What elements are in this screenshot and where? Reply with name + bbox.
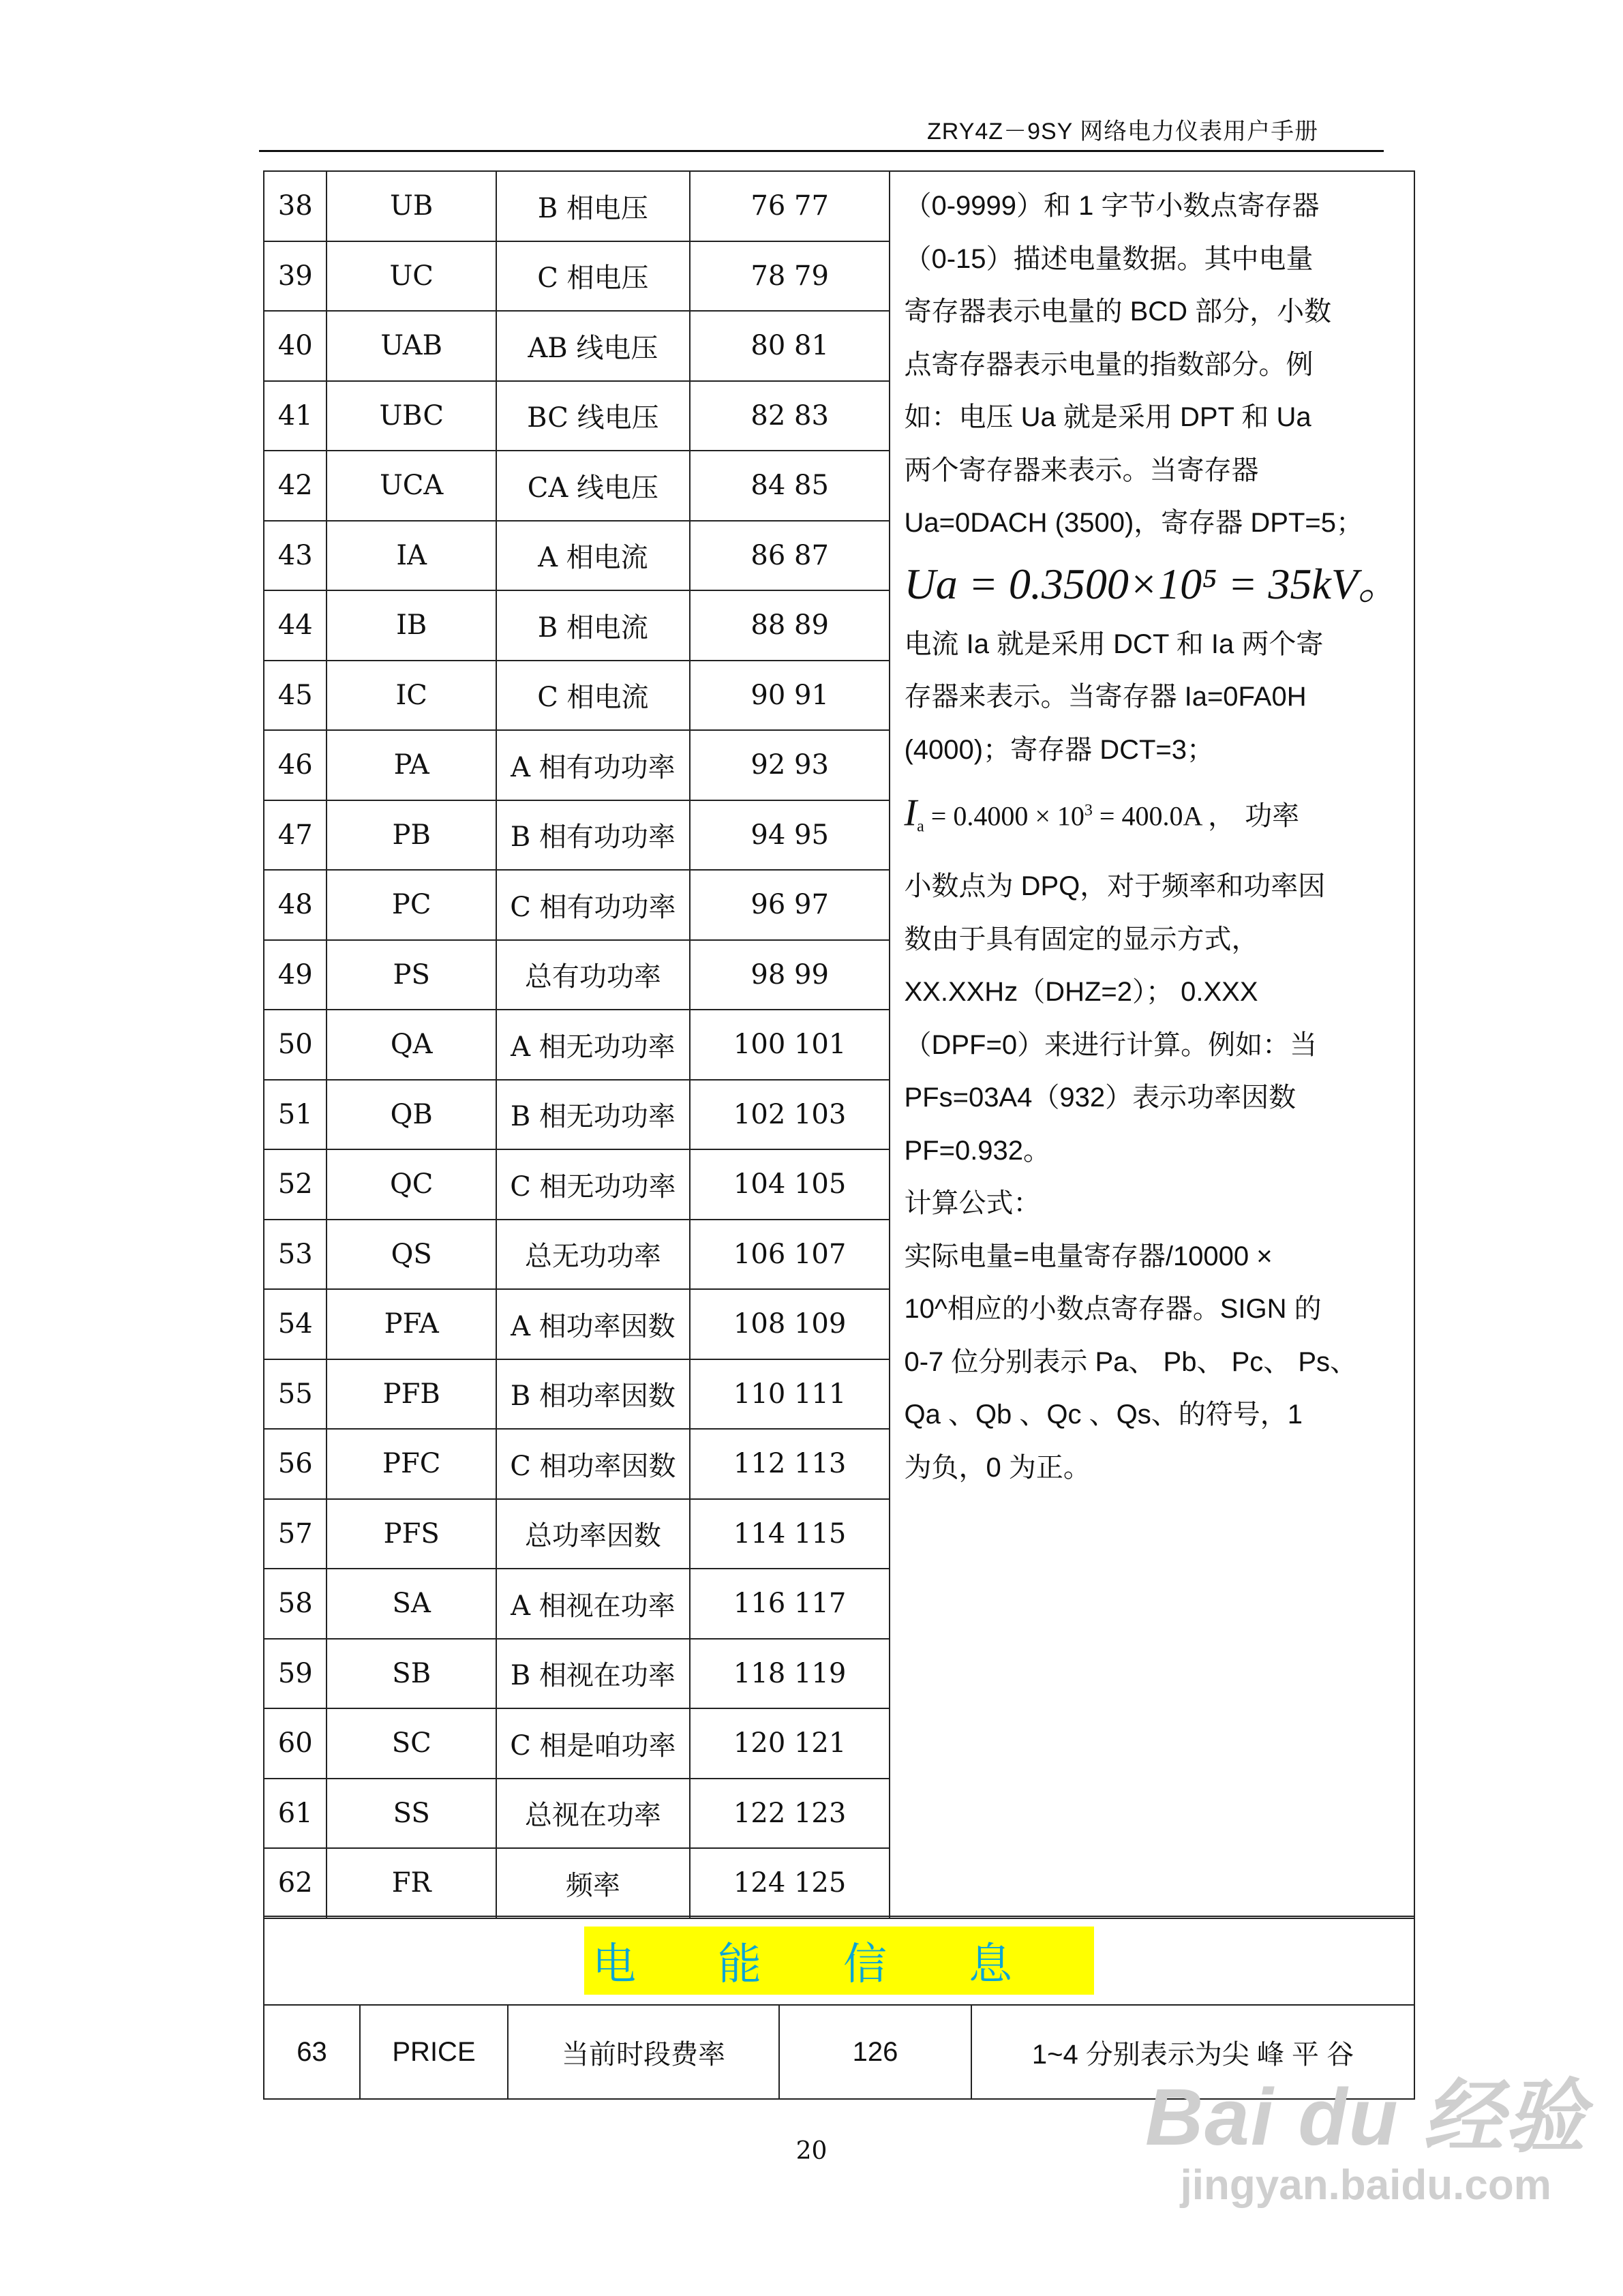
register-name: B 相电压	[496, 171, 690, 241]
description-cell	[890, 171, 1414, 1918]
row-number: 56	[264, 1429, 327, 1499]
page-number: 20	[795, 2137, 828, 2165]
row-number: 39	[264, 241, 327, 312]
register-name: C 相电压	[496, 241, 690, 312]
register-name: A 相电流	[496, 521, 690, 591]
register-code: PFC	[327, 1429, 496, 1499]
section-heading-cell	[264, 1916, 1414, 2005]
watermark-logo-text: Bai du 经验	[1145, 2072, 1587, 2162]
desc-line: 0-7 位分别表示 Pa、 Pb、 Pc、 Ps、	[904, 1346, 1358, 1377]
register-code: IB	[327, 590, 496, 661]
desc-line: （DPF=0）来进行计算。例如：当	[904, 1029, 1318, 1060]
desc-line: Qa 、Qb 、Qc 、Qs、的符号，1	[904, 1400, 1303, 1430]
register-address: 120 121	[690, 1708, 890, 1779]
register-name: C 相电流	[496, 661, 690, 731]
row-number: 58	[264, 1569, 327, 1639]
register-code: PRICE	[360, 2005, 508, 2099]
desc-line: PFs=03A4（932）表示功率因数	[904, 1083, 1296, 1113]
row-number: 49	[264, 940, 327, 1010]
desc-line: 寄存器表示电量的 BCD 部分，小数	[904, 297, 1332, 327]
register-code: QS	[327, 1220, 496, 1290]
row-number: 62	[264, 1848, 327, 1918]
register-name: C 相功率因数	[496, 1429, 690, 1499]
register-address: 110 111	[690, 1359, 890, 1430]
register-name: A 相功率因数	[496, 1289, 690, 1359]
register-code: IA	[327, 521, 496, 591]
row-number: 46	[264, 730, 327, 800]
row-number: 63	[264, 2005, 360, 2099]
register-address: 92 93	[690, 730, 890, 800]
register-address: 90 91	[690, 661, 890, 731]
register-code: PB	[327, 800, 496, 871]
register-address: 86 87	[690, 521, 890, 591]
row-number: 59	[264, 1639, 327, 1709]
register-name: B 相视在功率	[496, 1639, 690, 1709]
current-formula	[904, 776, 1401, 860]
register-address: 94 95	[690, 800, 890, 871]
register-address: 104 105	[690, 1149, 890, 1220]
row-number: 54	[264, 1289, 327, 1359]
register-address: 106 107	[690, 1220, 890, 1290]
desc-line: 两个寄存器来表示。当寄存器	[904, 455, 1259, 485]
register-name: C 相是咱功率	[496, 1708, 690, 1779]
row-number: 44	[264, 590, 327, 661]
desc-line: 存器来表示。当寄存器 Ia=0FA0H	[904, 682, 1307, 712]
watermark-logo	[1145, 2052, 1586, 2209]
row-number: 47	[264, 800, 327, 871]
row-number: 50	[264, 1010, 327, 1080]
register-name: A 相有功功率	[496, 730, 690, 800]
register-name: 总视在功率	[496, 1779, 690, 1849]
row-number: 53	[264, 1220, 327, 1290]
register-address: 112 113	[690, 1429, 890, 1499]
desc-line: 如：电压 Ua 就是采用 DPT 和 Ua	[904, 402, 1311, 432]
desc-line: 10^相应的小数点寄存器。SIGN 的	[904, 1294, 1322, 1325]
register-description: 1~4 分别表示为尖 峰 平 谷	[971, 2005, 1414, 2099]
register-name: A 相无功功率	[496, 1010, 690, 1080]
desc-line: 实际电量=电量寄存器/10000 ×	[904, 1241, 1273, 1271]
register-address: 98 99	[690, 940, 890, 1010]
register-code: UB	[327, 171, 496, 241]
desc-line: (4000)；寄存器 DCT=3；	[904, 734, 1215, 765]
register-code: QC	[327, 1149, 496, 1220]
desc-line: 小数点为 DPQ，对于频率和功率因	[904, 871, 1326, 902]
register-code: UC	[327, 241, 496, 312]
desc-line: 电流 Ia 就是采用 DCT 和 Ia 两个寄	[904, 629, 1324, 659]
row-number: 57	[264, 1499, 327, 1569]
desc-line: PF=0.932。	[904, 1135, 1051, 1166]
formula-tail: 功率	[1245, 801, 1300, 832]
section-title: 电能信息	[584, 1927, 1094, 1995]
header-rule	[259, 150, 1384, 152]
register-code: SC	[327, 1708, 496, 1779]
register-address: 76 77	[690, 171, 890, 241]
register-code: PFS	[327, 1499, 496, 1569]
formula-sub: a	[917, 817, 924, 836]
voltage-formula: Ua = 0.3500×10⁵ = 35kV。	[904, 559, 1401, 608]
desc-line: 为负，0 为正。	[904, 1452, 1091, 1483]
register-name: B 相功率因数	[496, 1359, 690, 1430]
register-address: 126	[779, 2005, 971, 2099]
register-code: UBC	[327, 381, 496, 451]
row-number: 45	[264, 661, 327, 731]
table-row	[264, 171, 1414, 241]
watermark-url: jingyan.baidu.com	[1180, 2162, 1551, 2209]
register-name: A 相视在功率	[496, 1569, 690, 1639]
register-code: QA	[327, 1010, 496, 1080]
register-code: PA	[327, 730, 496, 800]
register-code: SS	[327, 1779, 496, 1849]
register-code: SB	[327, 1639, 496, 1709]
register-name: BC 线电压	[496, 381, 690, 451]
register-name: B 相有功功率	[496, 800, 690, 871]
register-name: 频率	[496, 1848, 690, 1918]
register-address: 100 101	[690, 1010, 890, 1080]
desc-line: 计算公式：	[904, 1188, 1041, 1219]
row-number: 41	[264, 381, 327, 451]
formula-var: I	[904, 791, 917, 834]
register-name: CA 线电压	[496, 451, 690, 521]
desc-line: （0-9999）和 1 字节小数点寄存器	[904, 191, 1320, 221]
row-number: 61	[264, 1779, 327, 1849]
register-code: UAB	[327, 311, 496, 381]
register-code: PC	[327, 870, 496, 940]
register-address: 116 117	[690, 1569, 890, 1639]
register-name: 总功率因数	[496, 1499, 690, 1569]
register-code: SA	[327, 1569, 496, 1639]
row-number: 55	[264, 1359, 327, 1430]
register-code: PFB	[327, 1359, 496, 1430]
register-address: 96 97	[690, 870, 890, 940]
register-name: AB 线电压	[496, 311, 690, 381]
formula-end: = 400.0A ，	[1092, 800, 1236, 832]
register-address: 108 109	[690, 1289, 890, 1359]
register-code: IC	[327, 661, 496, 731]
desc-line: Ua=0DACH (3500)，寄存器 DPT=5；	[904, 508, 1364, 538]
formula-exp: 3	[1084, 802, 1093, 819]
row-number: 60	[264, 1708, 327, 1779]
register-address: 122 123	[690, 1779, 890, 1849]
register-name: 总有功功率	[496, 940, 690, 1010]
register-address: 88 89	[690, 590, 890, 661]
register-table	[263, 170, 1415, 1919]
register-code: UCA	[327, 451, 496, 521]
register-address: 124 125	[690, 1848, 890, 1918]
register-code: FR	[327, 1848, 496, 1918]
row-number: 51	[264, 1080, 327, 1150]
register-name: B 相无功功率	[496, 1080, 690, 1150]
formula-mid: = 0.4000 × 10	[924, 800, 1084, 832]
row-number: 48	[264, 870, 327, 940]
register-address: 118 119	[690, 1639, 890, 1709]
register-name: 总无功功率	[496, 1220, 690, 1290]
register-code: QB	[327, 1080, 496, 1150]
row-number: 38	[264, 171, 327, 241]
row-number: 43	[264, 521, 327, 591]
row-number: 42	[264, 451, 327, 521]
register-code: PFA	[327, 1289, 496, 1359]
register-address: 84 85	[690, 451, 890, 521]
register-address: 102 103	[690, 1080, 890, 1150]
register-code: PS	[327, 940, 496, 1010]
document-header-title: ZRY4Z－9SY 网络电力仪表用户手册	[927, 119, 1319, 145]
row-number: 52	[264, 1149, 327, 1220]
desc-line: 点寄存器表示电量的指数部分。例	[904, 349, 1314, 380]
desc-line: XX.XXHz（DHZ=2）； 0.XXX	[904, 977, 1258, 1008]
desc-line: 数由于具有固定的显示方式，	[904, 924, 1259, 954]
desc-line: （0-15）描述电量数据。其中电量	[904, 243, 1314, 274]
row-number: 40	[264, 311, 327, 381]
register-name: C 相有功功率	[496, 870, 690, 940]
register-name: C 相无功功率	[496, 1149, 690, 1220]
register-address: 80 81	[690, 311, 890, 381]
register-address: 114 115	[690, 1499, 890, 1569]
register-name: B 相电流	[496, 590, 690, 661]
register-address: 78 79	[690, 241, 890, 312]
register-address: 82 83	[690, 381, 890, 451]
register-name: 当前时段费率	[508, 2005, 779, 2099]
